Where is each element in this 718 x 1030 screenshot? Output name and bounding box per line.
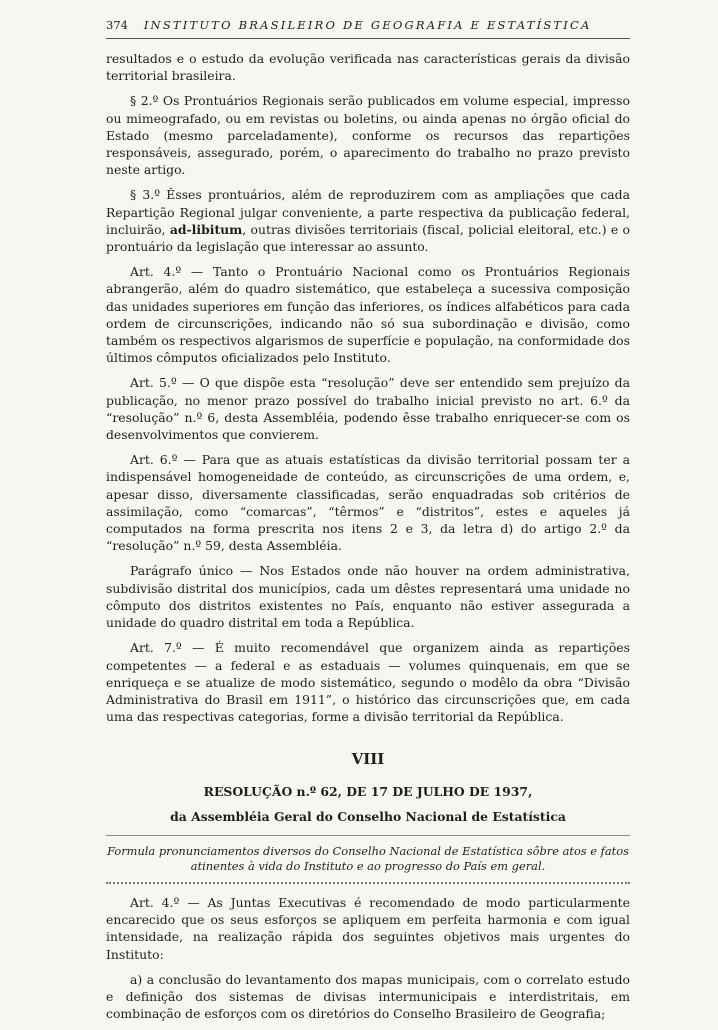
paragraph-art-6: Art. 6.º — Para que as atuais estatísticas da divisão territorial possam ter a indispensável homogeneidade de conteúdo, as circunscrições de uma ordem, e, apesar disso, diversamente classificadas, serão enquadradas sob critérios de assimilação, como “comarcas”, “têrmos” e “distritos”, estes e aqueles já computados na forma prescrita nos itens 2 e 3, da letra d) do artigo 2.º da “resolução” n.º 59, desta Assembléia. bbox=[106, 452, 630, 554]
resolution-summary: Formula pronunciamentos diversos do Conselho Nacional de Estatística sôbre atos e fatos atinentes à vida do Instituto e ao progresso do País em geral. bbox=[107, 843, 629, 873]
paragraph-art-5: Art. 5.º — O que dispõe esta “resolução” deve ser entendido sem prejuízo da publicação, no menor prazo possível do trabalho inicial previsto no art. 6.º da “resolução” n.º 6, desta Assembléia, podendo êsse trabalho enriquecer-se com os desenvolvimentos que convierem. bbox=[106, 375, 630, 443]
paragraph-quoted-art-4: Art. 4.º — As Juntas Executivas é recomendado de modo particularmente encarecido que os seus esforços se apliquem em perfeita harmonia e com igual intensidade, na realização rápida dos seguintes objetivos mais urgentes do Instituto: bbox=[106, 894, 630, 962]
page-number: 374 bbox=[106, 18, 128, 32]
paragraph-continuation: resultados e o estudo da evolução verificada nas características gerais da divisão territorial brasileira. bbox=[106, 51, 630, 84]
paragraph-art-7: Art. 7.º — É muito recomendável que organizem ainda as repartições competentes — a federal e as estaduais — volumes quinquenais, em que se enriqueça e se atualize de modo sistemático, segundo o modêlo da obra “Divisão Administrativa do Brasil em 1911”, o histórico das circunscrições que, em cada uma das respectivas categorias, forme a divisão territorial da República. bbox=[106, 640, 630, 725]
running-title: INSTITUTO BRASILEIRO DE GEOGRAFIA E ESTATÍSTICA bbox=[143, 18, 592, 32]
resolution-title: RESOLUÇÃO n.º 62, DE 17 DE JULHO DE 1937, bbox=[203, 783, 533, 799]
dotted-divider bbox=[106, 882, 630, 884]
paragraph-item-a: a) a conclusão do levantamento dos mapas municipais, com o correlato estudo e definição dos sistemas de divisas intermunicipais e interdistritais, em combinação de esforços com os diretórios do Conselho Brasileiro de Geografia; bbox=[106, 971, 630, 1022]
resolution-subtitle: da Assembléia Geral do Conselho Nacional de Estatística bbox=[170, 808, 566, 824]
paragraph-art-4: Art. 4.º — Tanto o Prontuário Nacional como os Prontuários Regionais abrangerão, além do quadro sistemático, que estabeleça a sucessiva composição das unidades superiores em função das inferiores, os índices alfabéticos para cada ordem de circunscrições, indicando não só sua subordinação e divisão, como também os respectivos algarismos de superfície e população, na conformidade dos últimos cômputos oficializados pelo Instituto. bbox=[106, 264, 630, 366]
running-header bbox=[106, 18, 630, 32]
bold-term: ad-libitum bbox=[169, 221, 243, 237]
paragraph-text: , outras divisões territoriais (fiscal, policial eleitoral, etc.) e o prontuário da legislação que interessar ao assunto. bbox=[106, 221, 631, 255]
section-numeral: VIII bbox=[351, 750, 385, 769]
paragraph-unico: Parágrafo único — Nos Estados onde não houver na ordem administrativa, subdivisão distrital dos municípios, cada um dêstes representará uma unidade no cômputo dos distritos existentes no País, enquanto não estiver assegurada a unidade do quadro distrital em toda a República. bbox=[106, 563, 630, 631]
summary-rule bbox=[106, 835, 630, 836]
header-rule bbox=[106, 38, 630, 39]
paragraph-text: § 3.º Êsses prontuários, além de reproduzirem com as ampliações que cada Repartição Regional julgar conveniente, a parte respectiva da publicação federal, incluirão, bbox=[106, 187, 630, 237]
paragraph-section-3 bbox=[106, 186, 630, 255]
page-body bbox=[106, 50, 630, 1030]
paragraph-section-2: § 2.º Os Prontuários Regionais serão publicados em volume especial, impresso ou mimeografado, ou em revistas ou boletins, ou ainda apenas no órgão oficial do Estado (mesmo parceladamente), conforme os recursos das repartições responsáveis, assegurado, porém, o aparecimento do trabalho no prazo previsto neste artigo. bbox=[106, 93, 630, 178]
